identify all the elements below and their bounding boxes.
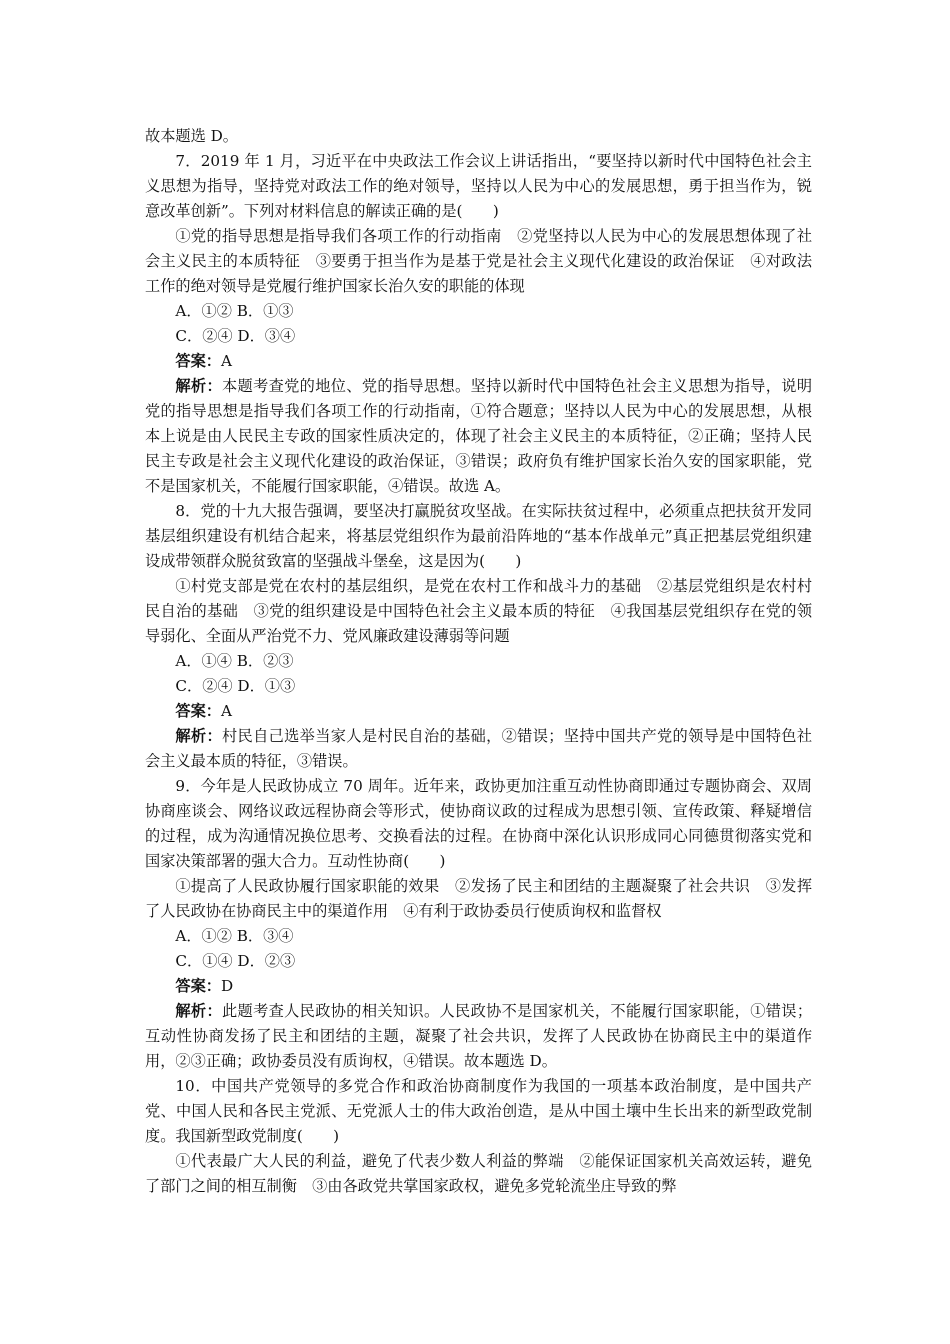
analysis-text: 本题考查党的地位、党的指导思想。坚持以新时代中国特色社会主义思想为指导，说明党的指导思想是指导我们各项工作的行动指南，①符合题意；坚持以人民为中心的发展思想，从根本上说是由人民民主专政的国家性质决定的，体现了社会主义民主的本质特征，②正确；坚持人民民主专政是社会主义现代化建设的政治保证，③错误；政府负有维护国家长治久安的国家职能，党不是国家机关，不能履行国家职能，④错误。故选 A。 (145, 377, 813, 495)
answer-label: 答案： (175, 352, 221, 370)
answer-value: A (220, 352, 232, 370)
question-8 (145, 499, 812, 774)
question-7-options-ab: A．①② B．①③ (175, 302, 294, 320)
question-7-answer (145, 349, 812, 374)
analysis-label: 解析： (175, 1002, 222, 1020)
question-8-statements: ①村党支部是党在农村的基层组织，是党在农村工作和战斗力的基础 ②基层党组织是农村村民自治的基础 ③党的组织建设是中国特色社会主义最本质的特征 ④我国基层党组织存在党的领导弱化、全面从严治党不力、党风廉政建设薄弱等问题 (145, 577, 812, 645)
question-9-stem: 9．今年是人民政协成立 70 周年。近年来，政协更加注重互动性协商即通过专题协商会、双周协商座谈会、网络议政远程协商会等形式，使协商议政的过程成为思想引领、宣传政策、释疑增信的过程，成为沟通情况换位思考、交换看法的过程。在协商中深化认识形成同心同德贯彻落实党和国家决策部署的强大合力。互动性协商( ) (145, 777, 812, 870)
question-7 (145, 149, 812, 499)
question-8-analysis (145, 724, 812, 774)
question-7-statements: ①党的指导思想是指导我们各项工作的行动指南 ②党坚持以人民为中心的发展思想体现了社会主义民主的本质特征 ③要勇于担当作为是基于党是社会主义现代化建设的政治保证 ④对政法工作的绝对领导是党履行维护国家长治久安的职能的体现 (145, 227, 812, 295)
question-7-stem: 7．2019 年 1 月，习近平在中央政法工作会议上讲话指出，“要坚持以新时代中国特色社会主义思想为指导，坚持党对政法工作的绝对领导，坚持以人民为中心的发展思想，勇于担当作为，锐意改革创新”。下列对材料信息的解读正确的是( ) (145, 152, 812, 220)
question-9-answer (145, 974, 812, 999)
question-8-stem: 8．党的十九大报告强调，要坚决打赢脱贫攻坚战。在实际扶贫过程中，必须重点把扶贫开发同基层组织建设有机结合起来，将基层党组织作为最前沿阵地的“基本作战单元”真正把基层党组织建设成带领群众脱贫致富的坚强战斗堡垒，这是因为( ) (145, 502, 812, 570)
document-page (145, 124, 812, 1199)
question-10-stem: 10．中国共产党领导的多党合作和政治协商制度作为我国的一项基本政治制度，是中国共产党、中国人民和各民主党派、无党派人士的伟大政治创造，是从中国土壤中生长出来的新型政党制度。我国新型政党制度( ) (145, 1077, 812, 1145)
analysis-label: 解析： (175, 377, 222, 395)
question-8-options-cd: C．②④ D．①③ (175, 677, 296, 695)
answer-label: 答案： (175, 977, 221, 995)
question-8-answer (145, 699, 812, 724)
answer-value: A (220, 702, 232, 720)
question-9-analysis (145, 999, 812, 1074)
question-9-options-cd: C．①④ D．②③ (175, 952, 296, 970)
question-10 (145, 1074, 812, 1199)
analysis-text: 此题考查人民政协的相关知识。人民政协不是国家机关，不能履行国家职能，①错误；互动性协商发扬了民主和团结的主题，凝聚了社会共识，发挥了人民政协在协商民主中的渠道作用，②③正确；政协委员没有质询权，④错误。故本题选 D。 (145, 1002, 813, 1070)
question-9 (145, 774, 812, 1074)
prev-answer-tail: 故本题选 D。 (145, 127, 238, 145)
question-9-statements: ①提高了人民政协履行国家职能的效果 ②发扬了民主和团结的主题凝聚了社会共识 ③发挥了人民政协在协商民主中的渠道作用 ④有利于政协委员行使质询权和监督权 (145, 877, 812, 920)
analysis-label: 解析： (175, 727, 222, 745)
question-9-options-ab: A．①② B．③④ (175, 927, 294, 945)
question-7-options-cd: C．②④ D．③④ (175, 327, 296, 345)
question-7-analysis (145, 374, 812, 499)
question-10-statements: ①代表最广大人民的利益，避免了代表少数人利益的弊端 ②能保证国家机关高效运转，避免了部门之间的相互制衡 ③由各政党共掌国家政权，避免多党轮流坐庄导致的弊 (145, 1152, 812, 1195)
answer-label: 答案： (175, 702, 221, 720)
answer-value: D (220, 977, 234, 995)
question-8-options-ab: A．①④ B．②③ (175, 652, 294, 670)
analysis-text: 村民自己选举当家人是村民自治的基础，②错误；坚持中国共产党的领导是中国特色社会主义最本质的特征，③错误。 (145, 727, 813, 770)
